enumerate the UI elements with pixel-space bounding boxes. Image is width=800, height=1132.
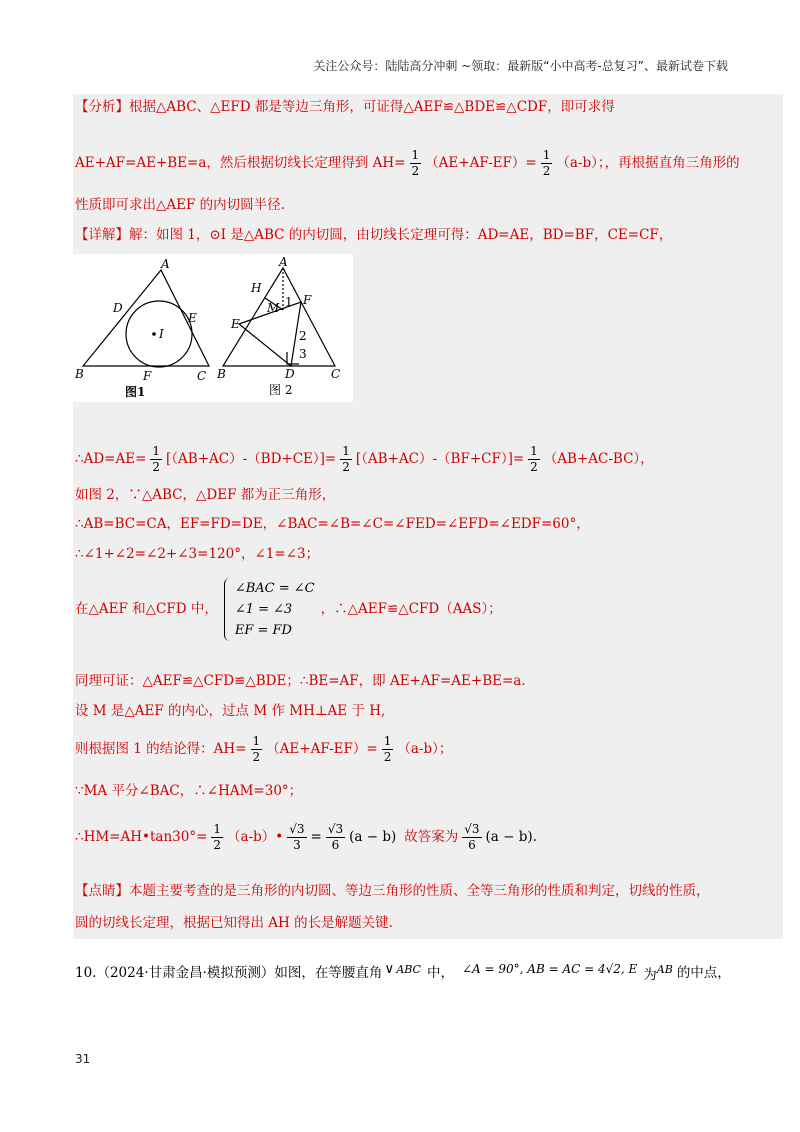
detail-intro: 【详解】解：如图 1，⊙I 是△ABC 的内切圆，由切线长定理可得：AD=AE，BD=BF，CE=CF， — [75, 227, 673, 243]
page-header: 关注公众号：陆陆高分冲刺 ~领取：最新版“小中高考-总复习”、最新试卷下载 — [313, 59, 728, 73]
fraction-half: $\frac{1}{2}$ — [252, 734, 261, 764]
fig1-label-c: C — [197, 369, 207, 383]
fig2-label-a: A — [279, 255, 288, 269]
fraction-half: $\frac{1}{2}$ — [411, 148, 420, 178]
fig2-caption: 图 2 — [269, 383, 293, 397]
fig1-caption: 图1 — [125, 385, 146, 399]
fig1-label-e: E — [188, 311, 197, 325]
fig2-label-h: H — [251, 281, 262, 295]
fig2-line: 如图 2，∵△ABC，△DEF 都为正三角形， — [75, 487, 336, 503]
fig1-label-f: F — [143, 369, 152, 383]
fraction-half: $\frac{1}{2}$ — [542, 148, 551, 178]
fraction-half: $\frac{1}{2}$ — [342, 444, 350, 474]
geometry-figures — [73, 254, 353, 402]
eq-sides-line: ∴AB=BC=CA，EF=FD=DE，∠BAC=∠B=∠C=∠FED=∠EFD=∠EDF=60°， — [75, 516, 590, 532]
fig2-label-c: C — [331, 367, 341, 381]
remark-line-1: 【点睛】本题主要考查的是三角形的内切圆、等边三角形的性质、全等三角形的性质和判定，切线的性质， — [75, 883, 710, 899]
bisect-line: ∵MA 平分∠BAC，∴∠HAM=30°； — [75, 783, 303, 799]
page-number: 31 — [75, 1052, 91, 1066]
analysis-line-3: 性质即可求出△AEF 的内切圆半径. — [75, 197, 285, 213]
fig1-label-a: A — [161, 257, 170, 271]
similar-line: 同理可证：△AEF≌△CFD≌△BDE；∴BE=AF，即 AE+AF=AE+BE=a. — [75, 673, 526, 689]
question-10: 10.（2024·甘肃金昌·模拟预测）如图，在等腰直角 ∨ $^{ABC}$ 中， ∠A = 90°, AB = AC = 4√2, E 为$^{AB}$ 的中点， — [75, 961, 731, 983]
fraction-sqrt3-over-6: $\frac{√3}{6}$ — [464, 822, 480, 852]
fraction-half: $\frac{1}{2}$ — [152, 444, 161, 474]
fraction-half: $\frac{1}{2}$ — [383, 734, 392, 764]
eq-ad-line: ∴AD=AE= $\frac{1}{2}$ [（AB+AC）-（BD+CE）]= $\frac{1}{2}$ [（AB+AC）-（BF+CF）]= $\frac{1}{2}$ （AB+AC-BC）， — [75, 444, 654, 474]
equation-system: ∠BAC = ∠C ∠1 = ∠3 EF = FD — [224, 578, 315, 641]
fraction-sqrt3-over-3: $\frac{√3}{3}$ — [289, 822, 305, 852]
incenter-line: 设 M 是△AEF 的内心，过点 M 作 MH⊥AE 于 H, — [75, 703, 386, 719]
analysis-line-1: 【分析】根据△ABC、△EFD 都是等边三角形，可证得△AEF≌△BDE≌△CDF，即可求得 — [75, 99, 615, 115]
fig2-label-2: 2 — [299, 329, 307, 343]
fig2-label-f: F — [303, 293, 312, 307]
fig2-label-d: D — [285, 367, 295, 381]
figure-2 — [223, 268, 335, 366]
remark-line-2: 圆的切线长定理，根据已知得出 AH 的长是解题关键. — [75, 915, 393, 931]
fig1-label-d: D — [113, 301, 123, 315]
conclusion-line: 则根据图 1 的结论得：AH= $\frac{1}{2}$ （AE+AF-EF）= $\frac{1}{2}$ （a-b）； — [75, 734, 453, 764]
fraction-sqrt3-over-6: $\frac{√3}{6}$ — [327, 822, 344, 852]
incenter-dot — [152, 332, 156, 336]
fraction-half: $\frac{1}{2}$ — [530, 444, 538, 474]
fig2-label-b: B — [217, 367, 226, 381]
figure-panel — [73, 254, 353, 402]
fig1-label-i: I — [159, 327, 164, 341]
analysis-line-2: AE+AF=AE+BE=a，然后根据切线长定理得到 AH= $\frac{1}{2}$ （AE+AF-EF）= $\frac{1}{2}$ （a-b）；，再根据直角三角形的 — [75, 148, 740, 178]
fig1-label-b: B — [75, 367, 84, 381]
fig2-label-3: 3 — [299, 347, 307, 361]
hm-line: ∴HM=AH•tan30°= $\frac{1}{2}$ （a-b）• $\frac{√3}{3}$ = $\frac{√3}{6}$ (a − b) 故答案为 $\frac{√3}{6}$ (a − b). — [75, 822, 537, 852]
fig2-label-m: M — [267, 301, 280, 315]
fig2-label-1: 1 — [285, 295, 293, 309]
congruence-line: 在△AEF 和△CFD 中， ∠BAC = ∠C ∠1 = ∠3 EF = FD ，∴△AEF≌△CFD（AAS）； — [75, 578, 502, 641]
eq-angles-line: ∴∠1+∠2=∠2+∠3=120°，∠1=∠3； — [75, 546, 320, 562]
fig2-label-e: E — [231, 317, 240, 331]
fraction-half: $\frac{1}{2}$ — [213, 822, 222, 852]
